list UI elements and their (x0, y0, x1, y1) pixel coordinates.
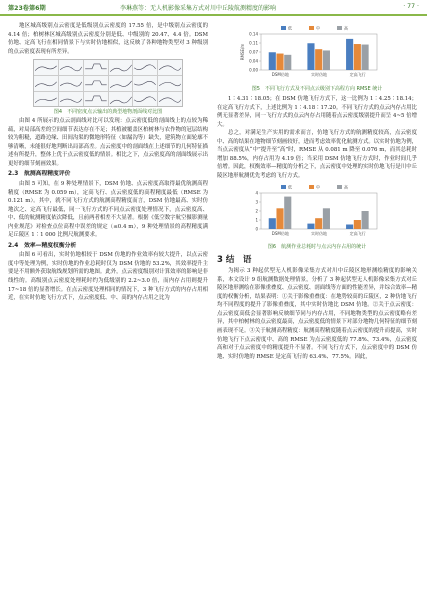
profile-cell (59, 76, 83, 91)
section-heading: 3 结 语 (217, 254, 252, 265)
legend-swatch (337, 185, 342, 189)
legend-swatch (281, 26, 286, 30)
x-tick-label: 实时仿地 (311, 72, 327, 77)
figure-4-caption: 图4 不同密度点云输出的典型地物剖面线对比图 (53, 109, 163, 116)
x-tick-label: DSM仿地 (271, 72, 289, 77)
profile-grid (33, 59, 183, 107)
running-title: 李琳燕等：无人机影像采集方式对川中丘陵航测精度的影响 (120, 5, 277, 12)
profile-cell (109, 92, 133, 107)
paragraph: 地区城高级别点云密度是低级别点云密度的 17.55 倍，是中级别点云密度的 4.14 倍；柏树林区城高级别点云密度分别是低、中级别的 20.47、4.4 倍。DSM 仿地、定高飞行在相同情景下与实时仿地相似，这反映了各种地物类型对 3 种级别的点云密度表现有所差异。 (8, 23, 208, 55)
page-header (0, 0, 427, 16)
legend-label: 高 (344, 184, 348, 190)
bar (315, 218, 322, 229)
legend-swatch (309, 185, 314, 189)
y-tick-label: 0.00 (249, 67, 258, 73)
profile-cell (84, 60, 108, 75)
y-tick-label: 4 (255, 190, 258, 196)
y-tick-label: 1 (255, 217, 258, 223)
figure-5 (217, 24, 417, 93)
profile-cell (34, 76, 58, 91)
bar (284, 55, 291, 70)
paragraph: 由图 6 可看出，实时仿地相较于 DSM 仿地的作业效率有较大提升，以点云密度中等处理为例，实时仿地的作业总耗时仅为 DSM 仿地的 53.2%，其效率提升主要是不用额外获取航线规划所需的地图。此外，点云密度级别对计算效率的影响是非线性的。高级别点云密度处理耗时约为低级别的 2.2~3.0 倍，而内存占用则提升 17~18 倍的显著增长。在点云密度处理相同的情况下，3 种飞行方式的内存占用相近，在实时仿地飞行方式下，点云密度低、中、高的内存占用之比为 (8, 252, 208, 302)
paragraph: 由图 5 可知，在 9 种处理情景下，DSM 仿地、点云密度高取得最优航测高程精度（RMSE 为 0.059 m），定高飞行、点云密度低的高程精度最低（RMSE 为 0.121 m）。其中，就不同飞行方式的航测高程精度而言，DSM 仿地最高、实时仿地次之、定高飞行最低，同一飞行方式的不同点云密度处理情况下，点云密度高、中、低的航测精度依次降低，且前两者相差不大显著。根据《低空数字航空摄影测量内业规范》对检查点位高程中误差的规定（≤0.4 m），9 种处理情景的高程精度满足丘陵区 1∶1 000 比例尺航测要求。 (8, 181, 208, 239)
profile-cell (158, 60, 182, 75)
legend-label: 中 (316, 184, 320, 190)
section-heading: 2.3 航测高程精度评价 (8, 171, 71, 178)
bar (323, 50, 330, 70)
y-tick-label: 0.07 (249, 49, 258, 55)
bar (269, 52, 276, 70)
profile-cell (84, 92, 108, 107)
profile-cell (158, 92, 182, 107)
profile-cell (133, 92, 157, 107)
profile-cell (133, 60, 157, 75)
journal-issue: 第23卷第6期 (8, 5, 46, 12)
y-tick-label: 0.04 (249, 58, 258, 64)
legend-swatch (337, 26, 342, 30)
y-tick-label: 0.11 (249, 40, 258, 46)
bar (354, 44, 361, 70)
figure-5-caption: 图5 不同飞行方式及不同点云级别下高程方向 RMSE 统计 (251, 85, 383, 92)
profile-cell (158, 76, 182, 91)
x-tick-label: 实时仿地 (311, 230, 327, 236)
bar (362, 211, 369, 229)
section-heading: 2.4 效率—精度权衡分析 (8, 242, 77, 249)
bar (269, 218, 276, 229)
profile-cell (133, 76, 157, 91)
y-tick-label: 3 (255, 199, 258, 205)
paragraph: 总之，对满足生产实用的需求而言，仿地飞行方式的航测精度较高，点云密度中、高的结果在地物细节刻画较好，进而考虑效率优化航测方式。以实时仿地为例，当点云密度从“中”提升至“高”时，RMSE 从 0.081 m 降至 0.076 m，而其总耗时增加 88.5%，内存占用为 4.19 倍；当采用 DSM 仿地飞行方式时，作业时间几乎倍增。因此，权衡效率—精度的分析之下，点云密度中处理的实时仿地飞行是川中丘陵区地形航测优先考虑的飞行方式。 (217, 130, 417, 180)
profile-cell (59, 92, 83, 107)
bar (276, 54, 283, 70)
legend-swatch (281, 185, 286, 189)
paragraph: 1∶4.31∶18.05；在 DSM 仿地飞行方式下，这一比例为 1∶4.25∶18.14；在定高飞行方式下，上述比例为 1∶4.18∶17.20。不同飞行方式的点云内存占用比例无显著差异，同一飞行方式的点云内存占用随着点云密度级别提升而呈 4~5 倍增大。 (217, 96, 417, 128)
profile-cell (34, 60, 58, 75)
legend-swatch (309, 26, 314, 30)
profile-cell (59, 60, 83, 75)
y-tick-label: 0 (255, 226, 258, 232)
bar (346, 39, 353, 70)
bar (307, 223, 314, 228)
x-tick-label: DSM仿地 (271, 230, 289, 236)
profile-cell (109, 76, 133, 91)
x-tick-label: 定高飞行 (349, 72, 366, 77)
legend-label: 中 (316, 25, 320, 31)
profile-cell (84, 76, 108, 91)
bar (307, 43, 314, 70)
y-tick-label: 0.14 (249, 31, 258, 37)
paragraph: 由图 4 所展示的点云剖面线对比可以发现：点云密度低的剖面线上的点较为稀疏，对局部高差的空间细节表达存在不足；其植被覆盖区柏树林与农作物的冠层结构较为粗糙，道路边缘、田间沟渠的微地形特征（如漏沟等）缺失，建筑物立面轮廓不够清晰，未能很好地判断出局部高差。点云密度中的剖面线在上述细节的几何特征描述有所提升，整体上优于点云密度低的情景。相比之下，点云密度高的剖面线展示出更好的细节刻画效果。 (8, 118, 208, 167)
right-column (217, 22, 417, 361)
bar (346, 224, 353, 229)
bar (362, 45, 369, 70)
profile-cell (34, 92, 58, 107)
figure-4 (8, 59, 208, 115)
rmse-bar-chart (217, 24, 417, 80)
legend-label: 低 (288, 25, 292, 31)
profile-cell (109, 60, 133, 75)
legend-label: 高 (344, 25, 348, 31)
paragraph: 为揭示 3 种起伏型无人机影像采集方式对川中丘陵区地形测绘精度的影响关系，本文设计 9 组航测数据处理情景，分析了 3 种起伏型无人机影像采集方式对丘陵区地形测绘在影像重叠度、点云密度、剖面线等方面的性能差异，并综合效率—精度的权衡分析，结果表明：①关于影像重叠度：在地势较高的丘陵区，2 种仿地飞行均不同程度的提升了影像重叠度，其中实时仿地比 DSM 仿地。②关于点云密度：点云密度高低会显著影响反映细节同与内存占用，不同地物类型的点云密度略有差异，其中柏树林的点云密度最高，点云密度低的情景下对部分地物几何特征的细节刻画表现不足。③关于航测高程精度：航测高程精度随着点云密度的提升而提高，实时仿地飞行下点云密度中、高的 RMSE 为点云密度低的 77.8%、73.4%，点云密度高和对于点云密度中的精度提升不显著。不同飞行方式下，点云密度中的 DSM 仿地、实时仿地的 RMSE 是定高飞行的 63.4%、77.5%。因此， (217, 268, 417, 360)
bar (354, 220, 361, 229)
bar (284, 196, 291, 228)
page-number: · 77 · (403, 3, 419, 10)
x-tick-label: 定高飞行 (349, 230, 366, 236)
bar (315, 49, 322, 70)
bar (323, 208, 330, 229)
y-tick-label: 2 (255, 208, 258, 214)
y-axis-label: RMSE/m (240, 43, 245, 61)
legend-label: 低 (288, 184, 292, 190)
figure-6 (217, 183, 417, 252)
left-column (8, 22, 208, 303)
figure-6-caption: 图6 航测作业总耗时与点云内存占用的统计 (267, 244, 367, 251)
time-memory-bar-chart (217, 183, 417, 239)
bar (276, 208, 283, 229)
header-rule (0, 14, 427, 16)
